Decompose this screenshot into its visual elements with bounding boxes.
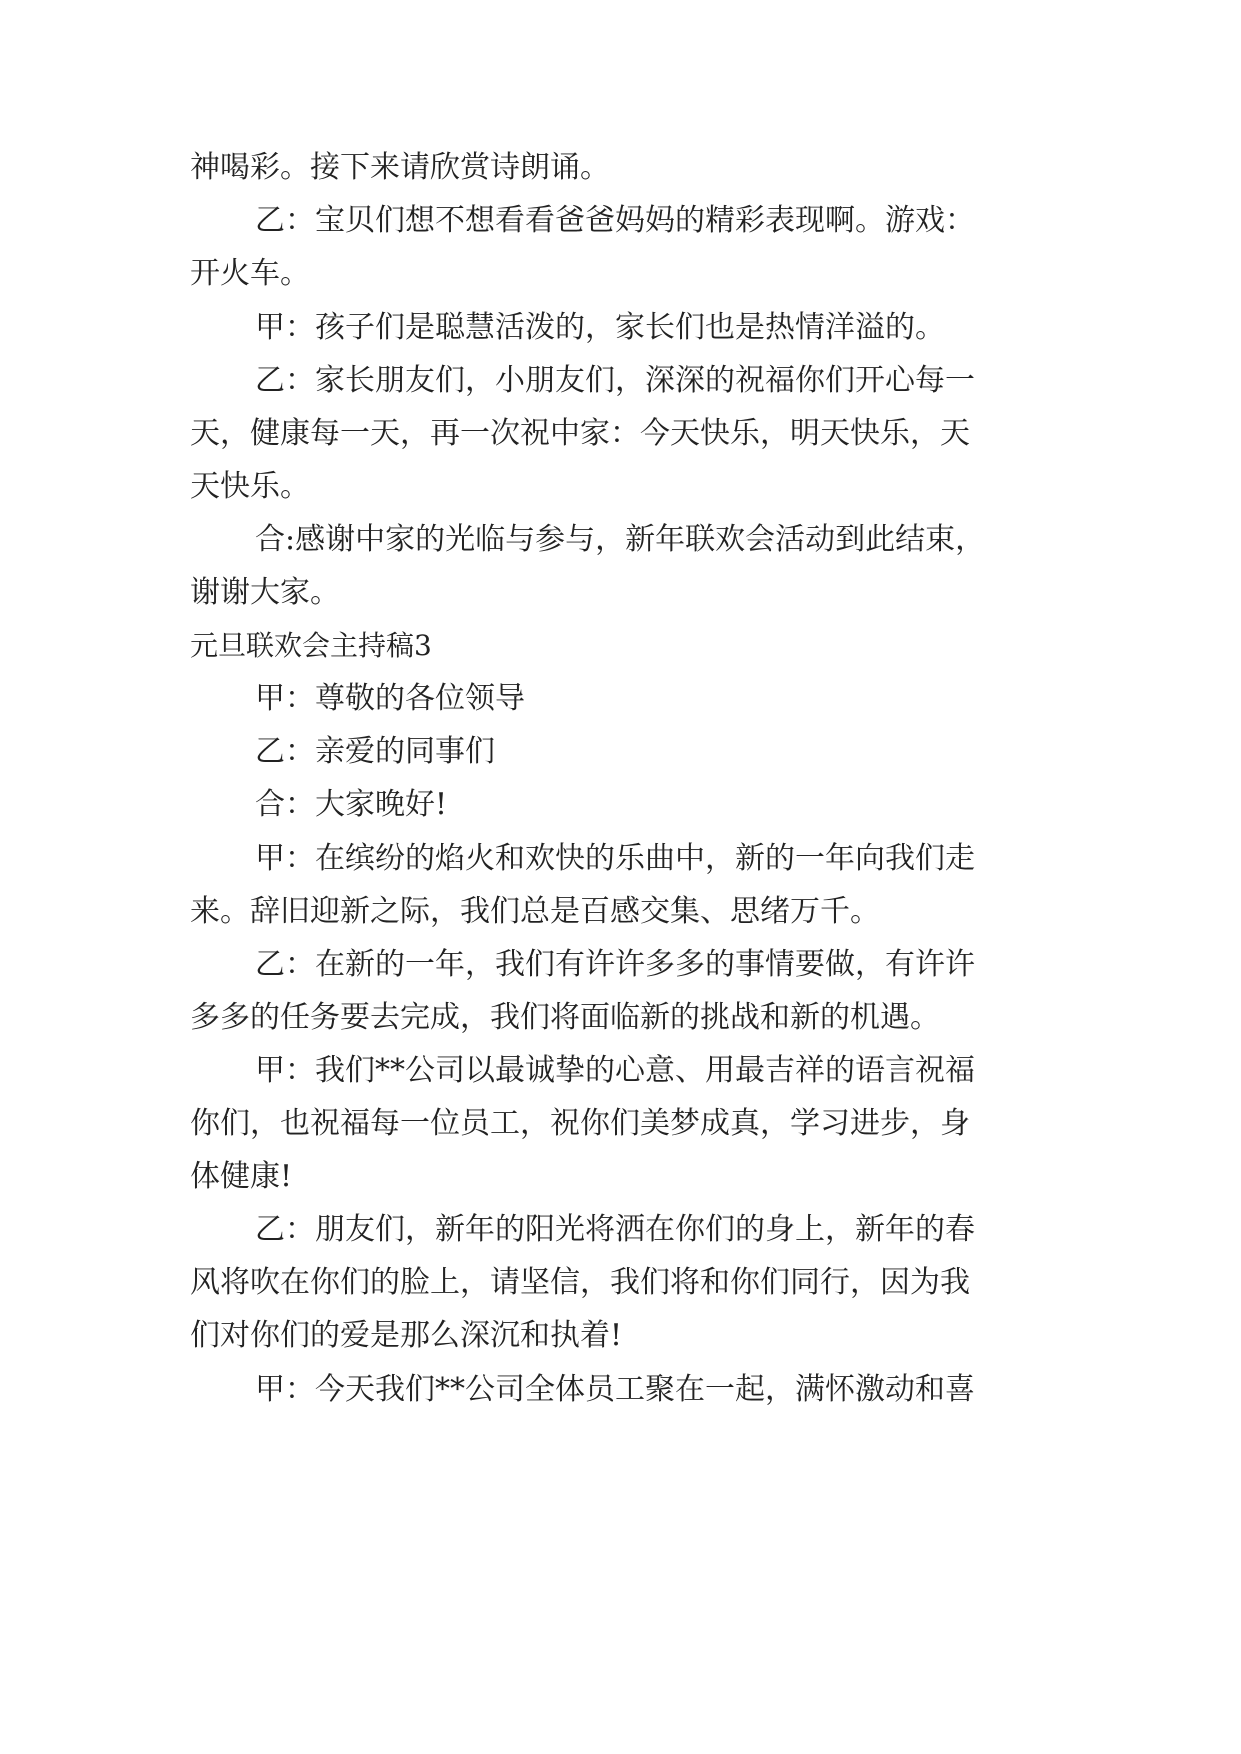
text-line: 合：大家晚好!: [255, 787, 448, 822]
text-line: 合:感谢中家的光临与参与，新年联欢会活动到此结束，: [255, 522, 986, 557]
text-line: 体健康!: [190, 1159, 293, 1194]
text-line: 甲：我们**公司以最诚挚的心意、用最吉祥的语言祝福: [255, 1053, 975, 1088]
text-line: 谢谢大家。: [190, 575, 340, 610]
text-line: 天快乐。: [190, 469, 310, 504]
text-line: 乙：朋友们，新年的阳光将洒在你们的身上，新年的春: [255, 1212, 975, 1247]
text-line: 神喝彩。接下来请欣赏诗朗诵。: [190, 150, 610, 185]
section-heading: 元旦联欢会主持稿3: [190, 629, 432, 662]
text-line: 开火车。: [190, 256, 310, 291]
text-line: 天，健康每一天，再一次祝中家：今天快乐，明天快乐，天: [190, 416, 970, 451]
text-line: 甲：孩子们是聪慧活泼的，家长们也是热情洋溢的。: [255, 310, 945, 345]
text-line: 你们，也祝福每一位员工，祝你们美梦成真，学习进步，身: [190, 1106, 970, 1141]
text-line: 乙：家长朋友们，小朋友们，深深的祝福你们开心每一: [255, 363, 975, 398]
text-line: 甲：尊敬的各位领导: [255, 681, 525, 716]
text-line: 来。辞旧迎新之际，我们总是百感交集、思绪万千。: [190, 894, 880, 929]
text-line: 乙：亲爱的同事们: [255, 734, 495, 769]
text-line: 多多的任务要去完成，我们将面临新的挑战和新的机遇。: [190, 1000, 940, 1035]
text-line: 乙：在新的一年，我们有许许多多的事情要做，有许许: [255, 947, 975, 982]
text-line: 甲：今天我们**公司全体员工聚在一起，满怀激动和喜: [255, 1372, 975, 1407]
text-line: 甲：在缤纷的焰火和欢快的乐曲中，新的一年向我们走: [255, 841, 975, 876]
text-line: 乙：宝贝们想不想看看爸爸妈妈的精彩表现啊。游戏：: [255, 203, 975, 238]
text-line: 们对你们的爱是那么深沉和执着!: [190, 1318, 623, 1353]
text-line: 风将吹在你们的脸上，请坚信，我们将和你们同行，因为我: [190, 1265, 970, 1300]
